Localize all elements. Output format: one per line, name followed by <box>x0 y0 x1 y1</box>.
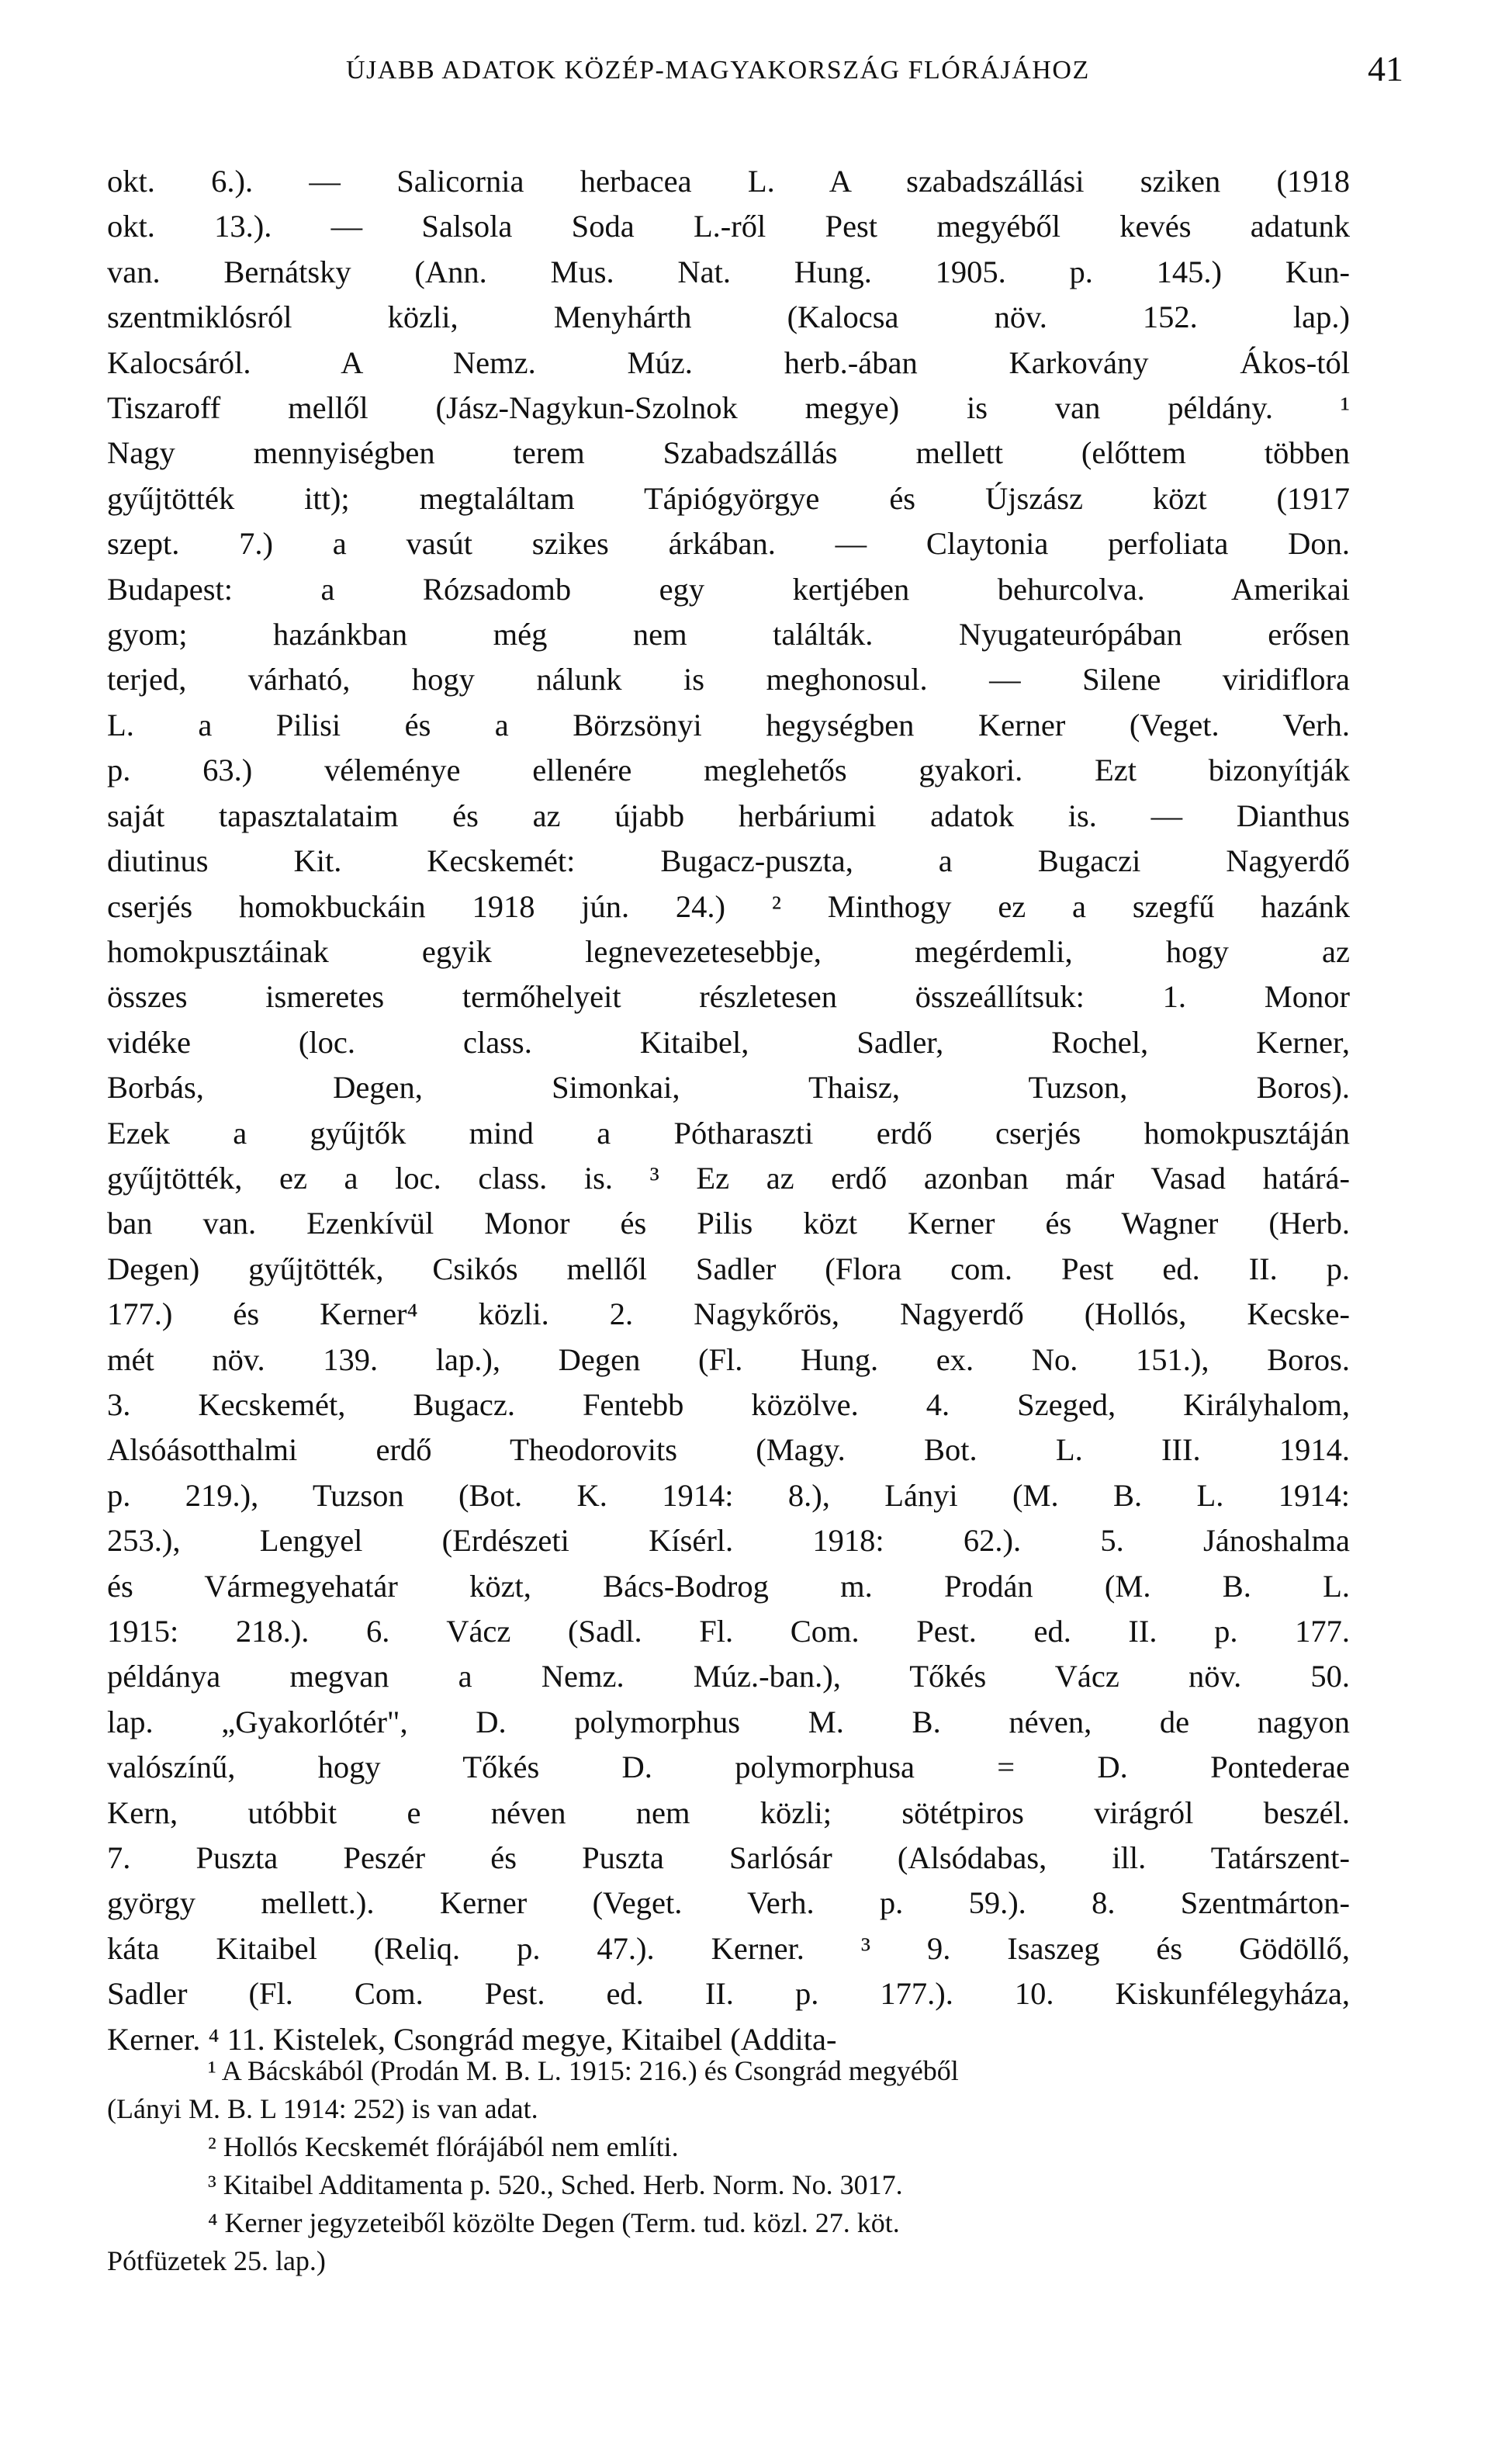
footnote-4: ⁴ Kerner jegyzeteiből közölte Degen (Term. tud. közl. 27. köt. <box>208 2207 900 2238</box>
body-line: 3. Kecskemét, Bugacz. Fentebb közölve. 4. Szeged, Királyhalom, <box>107 1386 1350 1422</box>
body-line: cserjés homokbuckáin 1918 jún. 24.) ² Minthogy ez a szegfű hazánk <box>107 888 1350 924</box>
body-line: gyom; hazánkban még nem találták. Nyugateurópában erősen <box>107 617 1350 652</box>
footnote-4-cont: Pótfüzetek 25. lap.) <box>107 2245 326 2276</box>
body-line: gyűjtötték, ez a loc. class. is. ³ Ez az erdő azonban már Vasad határá- <box>107 1160 1350 1196</box>
body-line: példánya megvan a Nemz. Múz.-ban.), Tőkés Vácz növ. 50. <box>107 1659 1350 1694</box>
body-line: Kern, utóbbit e néven nem közli; sötétpiros virágról beszél. <box>107 1795 1350 1830</box>
body-line: homokpusztáinak egyik legnevezetesebbje, megérdemli, hogy az <box>107 933 1350 969</box>
body-line: okt. 6.). — Salicornia herbacea L. A szabadszállási sziken (1918 <box>107 164 1350 199</box>
body-line: mét növ. 139. lap.), Degen (Fl. Hung. ex. No. 151.), Boros. <box>107 1341 1350 1377</box>
body-text <box>107 159 1350 2062</box>
body-line: Degen) gyűjtötték, Csikós mellől Sadler (Flora com. Pest ed. II. p. <box>107 1251 1350 1286</box>
footnote-2: ² Hollós Kecskemét flórájából nem említi. <box>208 2131 679 2162</box>
body-line: Nagy mennyiségben terem Szabadszállás mellett (előttem többen <box>107 435 1350 471</box>
body-line: L. a Pilisi és a Börzsönyi hegységben Kerner (Veget. Verh. <box>107 707 1350 742</box>
body-line: Borbás, Degen, Simonkai, Thaisz, Tuzson, Boros). <box>107 1070 1350 1106</box>
body-line: Sadler (Fl. Com. Pest. ed. II. p. 177.). 10. Kiskunfélegyháza, <box>107 1976 1350 2012</box>
body-line: 7. Puszta Peszér és Puszta Sarlósár (Alsódabas, ill. Tatárszent- <box>107 1840 1350 1876</box>
body-line: Ezek a gyűjtők mind a Pótharaszti erdő cserjés homokpusztáján <box>107 1115 1350 1151</box>
body-line: káta Kitaibel (Reliq. p. 47.). Kerner. ³ 9. Isaszeg és Gödöllő, <box>107 1930 1350 1966</box>
body-line: p. 63.) véleménye ellenére meglehetős gyakori. Ezt bizonyítják <box>107 753 1350 788</box>
footnotes <box>107 2052 1350 2280</box>
body-line: van. Bernátsky (Ann. Mus. Nat. Hung. 1905. p. 145.) Kun- <box>107 254 1350 289</box>
body-line: saját tapasztalataim és az újabb herbáriumi adatok is. — Dianthus <box>107 798 1350 833</box>
body-line: és Vármegyehatár közt, Bács-Bodrog m. Prodán (M. B. L. <box>107 1568 1350 1604</box>
body-line: györgy mellett.). Kerner (Veget. Verh. p. 59.). 8. Szentmárton- <box>107 1885 1350 1921</box>
body-line: Budapest: a Rózsadomb egy kertjében behurcolva. Amerikai <box>107 571 1350 607</box>
body-line: valószínű, hogy Tőkés D. polymorphusa = D. Pontederae <box>107 1750 1350 1785</box>
footnote-1: ¹ A Bácskából (Prodán M. B. L. 1915: 216.) és Csongrád megyéből <box>208 2055 959 2086</box>
body-line: diutinus Kit. Kecskemét: Bugacz-puszta, a Bugaczi Nagyerdő <box>107 843 1350 879</box>
page-header <box>109 48 1403 102</box>
body-line: lap. „Gyakorlótér", D. polymorphus M. B. néven, de nagyon <box>107 1704 1350 1739</box>
body-line: összes ismeretes termőhelyeit részletesen összeállítsuk: 1. Monor <box>107 979 1350 1015</box>
body-line: 1915: 218.). 6. Vácz (Sadl. Fl. Com. Pest. ed. II. p. 177. <box>107 1614 1350 1649</box>
body-line: vidéke (loc. class. Kitaibel, Sadler, Rochel, Kerner, <box>107 1024 1350 1060</box>
body-line: ban van. Ezenkívül Monor és Pilis közt Kerner és Wagner (Herb. <box>107 1206 1350 1241</box>
body-line: 253.), Lengyel (Erdészeti Kísérl. 1918: 62.). 5. Jánoshalma <box>107 1523 1350 1559</box>
body-line: szept. 7.) a vasút szikes árkában. — Claytonia perfoliata Don. <box>107 526 1350 562</box>
page-number: 41 <box>1368 49 1403 88</box>
body-line: terjed, várható, hogy nálunk is meghonosul. — Silene viridiflora <box>107 662 1350 697</box>
body-line: 177.) és Kerner⁴ közli. 2. Nagykőrös, Nagyerdő (Hollós, Kecske- <box>107 1296 1350 1332</box>
body-line: Kerner. ⁴ 11. Kistelek, Csongrád megye, Kitaibel (Additа- <box>107 2021 837 2057</box>
body-line: p. 219.), Tuzson (Bot. K. 1914: 8.), Lányi (M. B. L. 1914: <box>107 1477 1350 1513</box>
footnote-1-cont: (Lányi M. B. L 1914: 252) is van adat. <box>107 2093 538 2124</box>
footnote-3: ³ Kitaibel Additamenta p. 520., Sched. Herb. Norm. No. 3017. <box>208 2169 903 2200</box>
body-line: szentmiklósról közli, Menyhárth (Kalocsa növ. 152. lap.) <box>107 299 1350 335</box>
body-line: Alsóásotthalmi erdő Theodorovits (Magy. Bot. L. III. 1914. <box>107 1432 1350 1468</box>
body-line: gyűjtötték itt); megtaláltam Tápiógyörgye és Újszász közt (1917 <box>107 480 1350 516</box>
body-line: okt. 13.). — Salsola Soda L.-ről Pest megyéből kevés adatunk <box>107 209 1350 244</box>
body-line: Tiszaroff mellől (Jász-Nagykun-Szolnok megye) is van példány. ¹ <box>107 390 1350 426</box>
body-line: Kalocsáról. A Nemz. Múz. herb.-ában Karkovány Ákos-tól <box>107 344 1350 380</box>
running-title: ÚJABB ADATOK KÖZÉP-MAGYAKORSZÁG FLÓRÁJÁHOZ <box>346 56 1090 85</box>
